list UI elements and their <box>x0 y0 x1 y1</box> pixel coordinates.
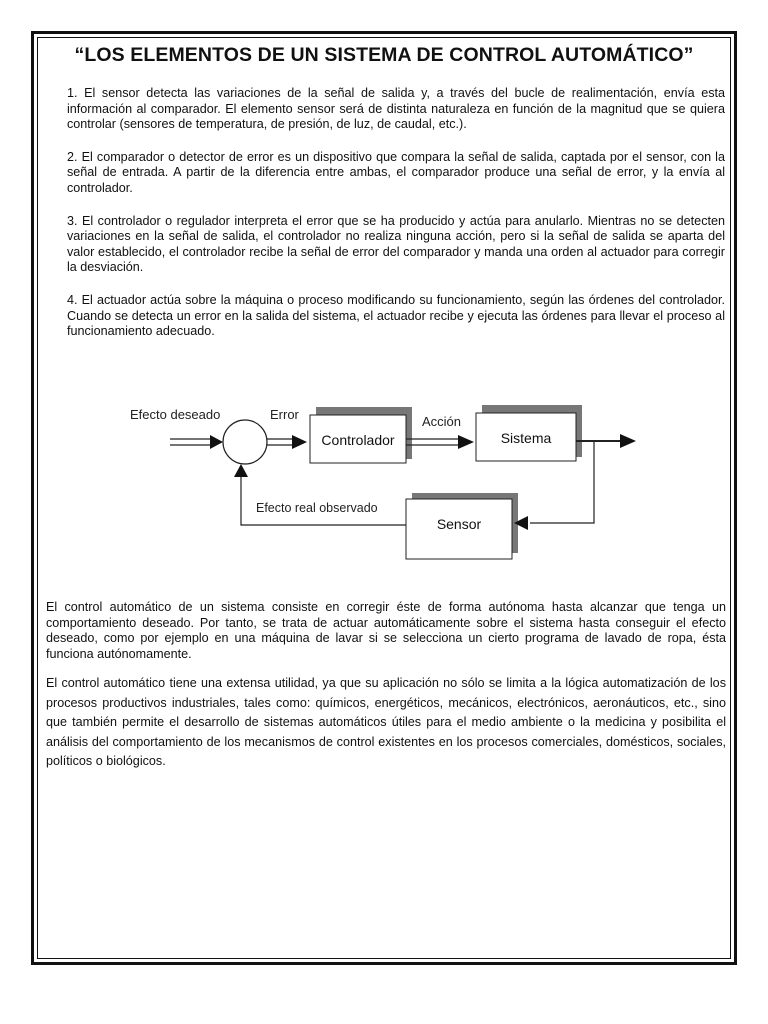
feedback-path <box>241 475 406 525</box>
sensor-label: Sensor <box>436 516 482 532</box>
arrow-head <box>292 435 307 449</box>
element-list <box>67 86 725 357</box>
arrow-head <box>234 464 248 477</box>
document-title: “LOS ELEMENTOS DE UN SISTEMA DE CONTROL AUTOMÁTICO” <box>74 44 694 66</box>
controller-label: Controlador <box>321 432 395 448</box>
arrow-head <box>210 435 223 449</box>
feedback-label: Efecto real observado <box>256 501 378 515</box>
arrow-head <box>458 435 474 449</box>
input-label: Efecto deseado <box>130 407 221 422</box>
control-loop-diagram <box>120 395 660 575</box>
list-item: 1. El sensor detecta las variaciones de la señal de salida y, a través del bucle de realimentación, envía esta información al comparador. El elemento sensor será de distinta naturaleza en función de la magnitud que se quiera controlar (sensores de temperatura, de presión, de luz, de caudal, etc.). <box>67 86 725 132</box>
list-item: 2. El comparador o detector de error es un dispositivo que compara la señal de salida, captada por el sensor, con la señal de entrada. A partir de la diferencia entre ambas, el comparador produce una señal de error, y la envía al controlador. <box>67 149 725 195</box>
system-label: Sistema <box>500 430 552 446</box>
comparator-circle <box>223 420 267 464</box>
body-text <box>46 600 726 772</box>
paragraph: El control automático de un sistema consiste en corregir éste de forma autónoma hasta alcanzar que tenga un comportamiento deseado. Por tanto, se trata de actuar automáticamente sobre el sistema hasta conseguir el efecto deseado, como por ejemplo en una máquina de lavar si se selecciona un cierto programa de lavado de ropa, ésta funciona autónomamente. <box>46 600 726 661</box>
list-item: 3. El controlador o regulador interpreta el error que se ha producido y actúa para anularlo. Mientras no se detecten variaciones en la señal de salida, el controlador no realiza ninguna acción, pero si la señal de salida se aparta del valor establecido, el controlador recibe la señal de error del comparador y manda una orden al actuador para corregir la desviación. <box>67 213 725 275</box>
action-label: Acción <box>422 414 462 429</box>
error-label: Error <box>270 407 299 422</box>
paragraph: El control automático tiene una extensa utilidad, ya que su aplicación no sólo se limita a la lógica automatización de los procesos productivos industriales, tales como: químicos, energéticos, mecánicos, electrónicos, aeronáuticos, etc., sino que también permite el desarrollo de sistemas automáticos útiles para el medio ambiente o la medicina y posibilita el análisis del comportamiento de los mecanismos de control existentes en los procesos comerciales, domésticos, sociales, políticos o biológicos. <box>46 676 726 769</box>
arrow-head <box>620 434 636 448</box>
list-item: 4. El actuador actúa sobre la máquina o proceso modificando su funcionamiento, según las órdenes del controlador. Cuando se detecta un error en la salida del sistema, el actuador recibe y ejecuta las órdenes para llevar el proceso al funcionamiento adecuado. <box>67 292 725 339</box>
